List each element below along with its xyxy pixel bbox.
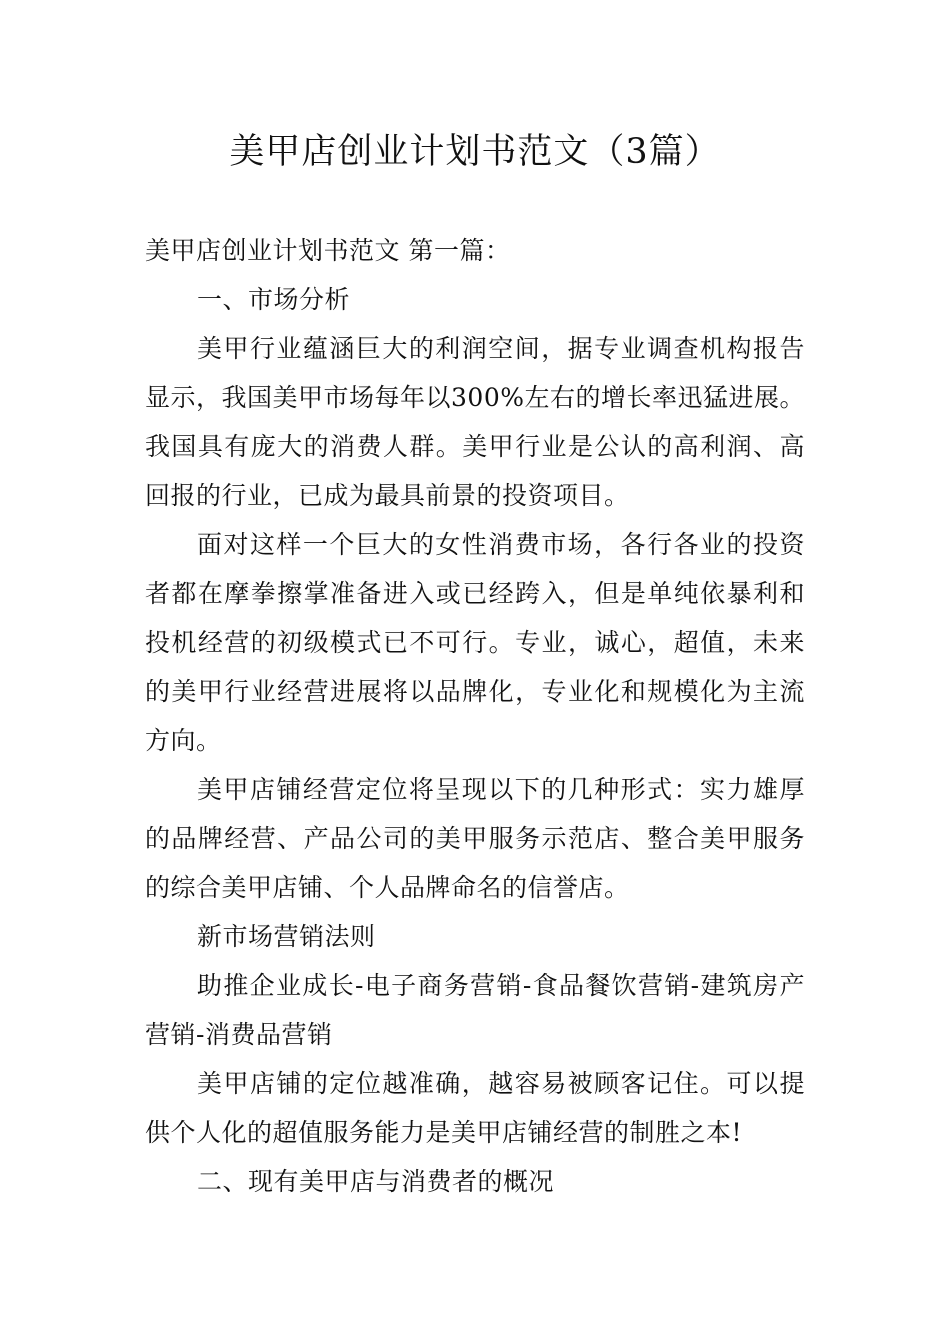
paragraph-market-profit: 美甲行业蕴涵巨大的利润空间，据专业调查机构报告显示，我国美甲市场每年以300%左右的增长率迅猛进展。我国具有庞大的消费人群。美甲行业是公认的高利润、高回报的行业，已成为最具前景的投资项目。	[145, 334, 805, 510]
paragraph-store-positioning-forms: 美甲店铺经营定位将呈现以下的几种形式：实力雄厚的品牌经营、产品公司的美甲服务示范店、整合美甲服务的综合美甲店铺、个人品牌命名的信誉店。	[145, 775, 805, 902]
section-heading-first-part: 美甲店创业计划书范文 第一篇：	[145, 236, 511, 265]
section-heading-market-analysis: 一、市场分析	[197, 285, 351, 314]
paragraph-female-consumer-market: 面对这样一个巨大的女性消费市场，各行各业的投资者都在摩拳擦掌准备进入或已经跨入，但是单纯依暴利和投机经营的初级模式已不可行。专业，诚心，超值，未来的美甲行业经营进展将以品牌化，专业化和规模化为主流方向。	[145, 530, 805, 755]
paragraph-positioning-accuracy: 美甲店铺的定位越准确，越容易被顾客记住。可以提供个人化的超值服务能力是美甲店铺经营的制胜之本!	[145, 1069, 805, 1147]
section-heading-current-overview: 二、现有美甲店与消费者的概况	[197, 1167, 555, 1196]
document-title: 美甲店创业计划书范文（3篇）	[229, 132, 721, 172]
subheading-new-marketing-rules: 新市场营销法则	[197, 922, 376, 951]
paragraph-marketing-topics: 助推企业成长-电子商务营销-食品餐饮营销-建筑房产营销-消费品营销	[145, 971, 805, 1049]
document-body	[145, 226, 805, 1206]
